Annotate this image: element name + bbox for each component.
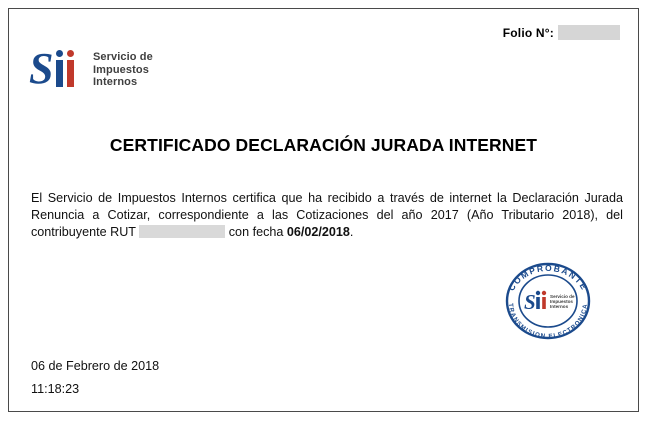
- svg-text:COMPROBANTE: COMPROBANTE: [506, 262, 590, 293]
- certificate-body: [31, 190, 623, 241]
- body-text-part1: El Servicio de Impuestos Internos certifica que ha recibido a través de internet la Declaración Jurada Renuncia a Cotizar, correspondiente a las Cotizaciones del año 2017 (Año Tributario 2018), del contribuyente RUT: [31, 191, 623, 239]
- sii-logo-mark-icon: [29, 44, 85, 93]
- body-text-part2: con fecha: [225, 225, 287, 239]
- svg-text:Servicio de: Servicio de: [550, 294, 575, 299]
- sii-logo-wordmark: [93, 51, 153, 89]
- sii-logo-line-1: Servicio de: [93, 51, 153, 63]
- body-text-part3: .: [349, 225, 354, 239]
- sii-logo: [29, 44, 153, 93]
- sii-logo-line-2: Impuestos: [93, 63, 149, 76]
- sii-logo-letter-s: S: [29, 44, 54, 93]
- rut-value-redacted: [139, 225, 225, 238]
- folio-label: Folio N°:: [502, 25, 554, 40]
- sii-logo-bar-red: [67, 60, 74, 87]
- page-title: CERTIFICADO DECLARACIÓN JURADA INTERNET: [109, 135, 538, 155]
- svg-text:Internos: Internos: [550, 304, 569, 309]
- issue-date: 06 de Febrero de 2018: [31, 359, 160, 373]
- electronic-stamp-icon: [494, 257, 602, 343]
- sii-logo-bar-blue: [56, 60, 63, 87]
- sii-logo-dot-red: [67, 50, 74, 57]
- certificate-frame: [8, 8, 639, 412]
- issue-time: 11:18:23: [31, 382, 80, 396]
- sii-logo-line-3: Internos: [93, 76, 138, 88]
- svg-text:S: S: [524, 290, 536, 314]
- folio-row: [503, 25, 620, 40]
- svg-text:Impuestos: Impuestos: [550, 299, 573, 304]
- sii-logo-dot-blue: [56, 50, 63, 57]
- svg-text:TRANSMISION ELECTRONICA: TRANSMISION ELECTRONICA: [506, 302, 590, 341]
- body-text-fecha: 06/02/2018: [286, 225, 350, 239]
- folio-value-redacted: [558, 25, 620, 40]
